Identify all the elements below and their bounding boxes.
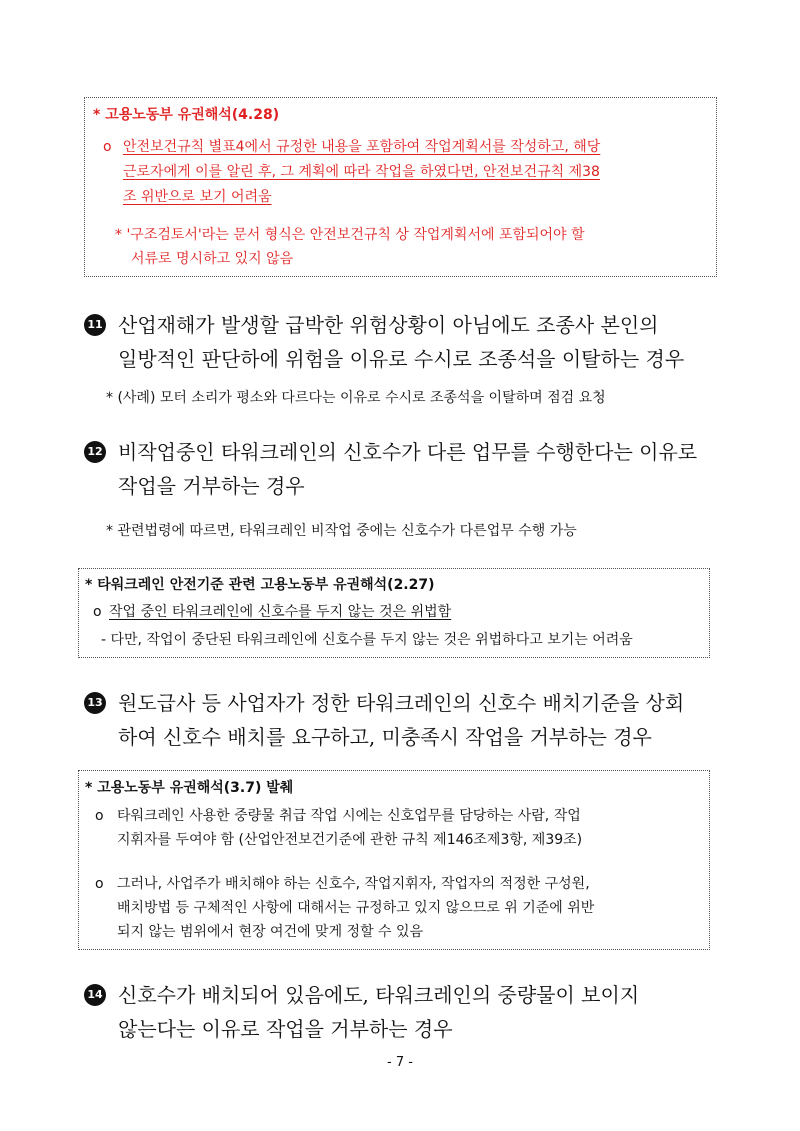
interpretation-box-0227	[78, 568, 710, 658]
item-text-line: 산업재해가 발생할 급박한 위험상황이 아님에도 조종사 본인의	[118, 313, 659, 337]
box-text-line: 배치방법 등 구체적인 사항에 대해서는 규정하고 있지 않으므로 위 기준에 위반	[117, 900, 595, 916]
item-12-note: * 관련법령에 따르면, 타워크레인 비작업 중에는 신호수가 다른업무 수행 가능	[106, 523, 577, 539]
item-text-line: 않는다는 이유로 작업을 거부하는 경우	[118, 1017, 453, 1041]
box-note-line: * '구조검토서'라는 문서 형식은 안전보건규칙 상 작업계획서에 포함되어야 할	[115, 227, 585, 243]
item-number-badge: 14	[84, 984, 106, 1006]
box-text-line: 조 위반으로 보기 어려움	[123, 189, 272, 205]
item-text-line: 일방적인 판단하에 위험을 이유로 수시로 조종석을 이탈하는 경우	[118, 347, 685, 371]
box-note-line: 서류로 명시하고 있지 않음	[131, 251, 294, 267]
box-text-line: 그러나, 사업주가 배치해야 하는 신호수, 작업지휘자, 작업자의 적정한 구성원,	[117, 876, 590, 892]
box-text-line: 작업 중인 타워크레인에 신호수를 두지 않는 것은 위법함	[109, 604, 452, 620]
box-title: * 고용노동부 유권해석(3.7) 발췌	[85, 780, 294, 796]
box-text-line: 되지 않는 범위에서 현장 여건에 맞게 정할 수 있음	[117, 924, 424, 940]
item-text-line: 원도급사 등 사업자가 정한 타워크레인의 신호수 배치기준을 상회	[118, 691, 685, 715]
bullet-marker: o	[95, 808, 104, 824]
item-number-badge: 11	[84, 314, 106, 336]
box-text-line: - 다만, 작업이 중단된 타워크레인에 신호수를 두지 않는 것은 위법하다고 보기는 어려움	[101, 632, 633, 648]
interpretation-box-0307	[78, 770, 710, 950]
bullet-marker: o	[95, 876, 104, 892]
box-title: * 고용노동부 유권해석(4.28)	[93, 107, 280, 123]
box-text-line: 지휘자를 두여야 함 (산업안전보건기준에 관한 규칙 제146조제3항, 제39조)	[117, 832, 583, 848]
item-text-line: 비작업중인 타워크레인의 신호수가 다른 업무를 수행한다는 이유로	[118, 440, 698, 464]
bullet-marker: o	[103, 139, 112, 155]
bullet-marker: o	[93, 604, 102, 620]
item-number-badge: 12	[84, 441, 106, 463]
item-text-line: 작업을 거부하는 경우	[118, 474, 305, 498]
interpretation-box-0428	[84, 97, 717, 277]
item-11-note: * (사례) 모터 소리가 평소와 다르다는 이유로 수시로 조종석을 이탈하며 점검 요청	[106, 390, 606, 406]
page-number: - 7 -	[387, 1055, 413, 1070]
item-text-line: 신호수가 배치되어 있음에도, 타워크레인의 중량물이 보이지	[118, 983, 640, 1007]
item-number-badge: 13	[84, 692, 106, 714]
box-text-line: 근로자에게 이를 알린 후, 그 계획에 따라 작업을 하였다면, 안전보건규칙 제38	[123, 164, 600, 180]
box-title: * 타워크레인 안전기준 관련 고용노동부 유권해석(2.27)	[85, 577, 435, 593]
item-text-line: 하여 신호수 배치를 요구하고, 미충족시 작업을 거부하는 경우	[118, 725, 652, 749]
box-text-line: 안전보건규칙 별표4에서 규정한 내용을 포함하여 작업계획서를 작성하고, 해당	[123, 139, 601, 155]
box-text-line: 타워크레인 사용한 중량물 취급 작업 시에는 신호업무를 담당하는 사람, 작업	[117, 808, 581, 824]
